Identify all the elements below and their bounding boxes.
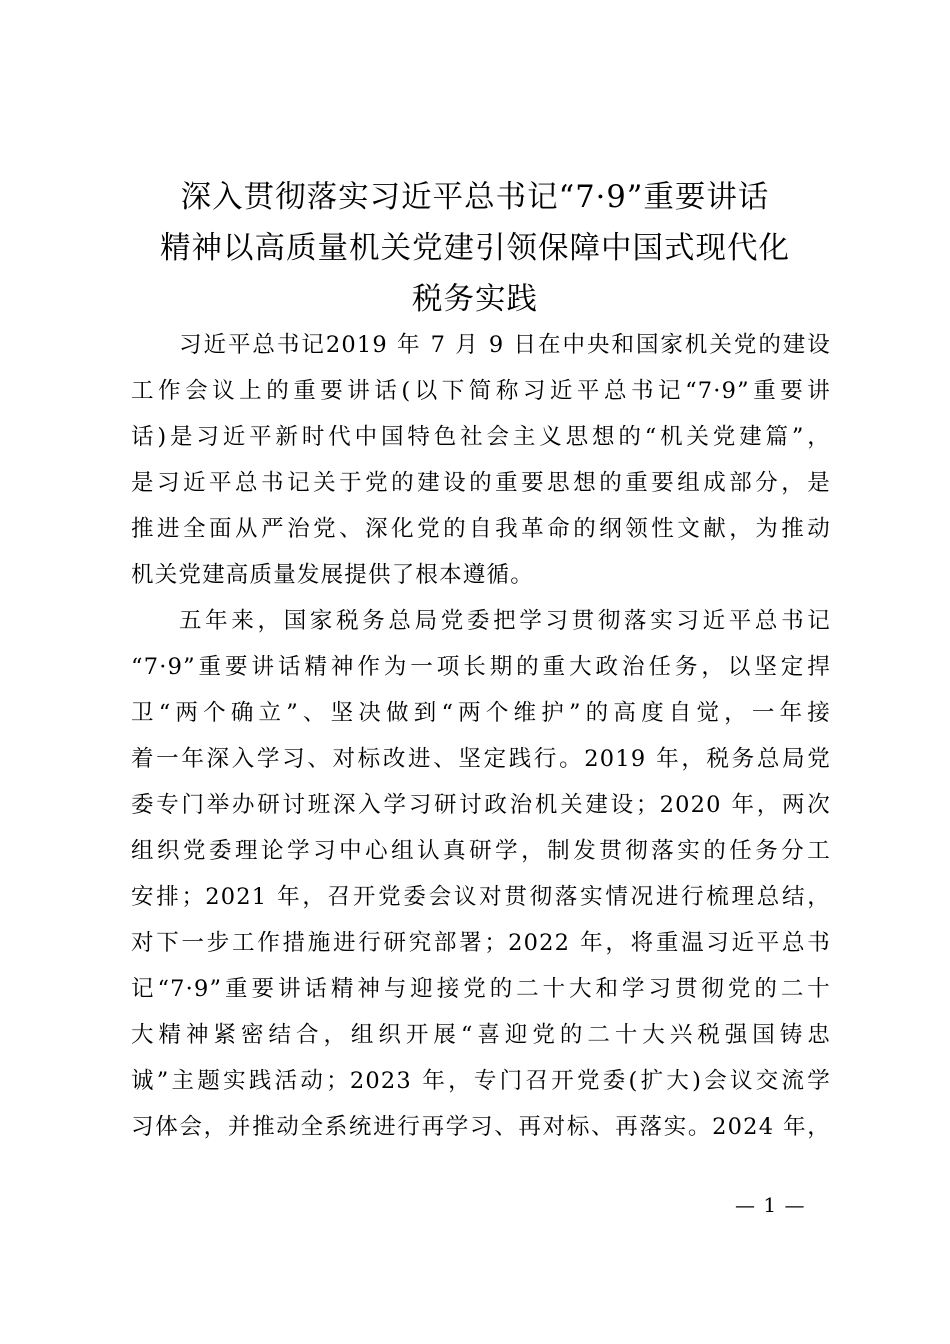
title-line-1: 深入贯彻落实习近平总书记“7·9”重要讲话	[180, 180, 770, 215]
document-body	[131, 322, 831, 1150]
paragraph-line: 工作会议上的重要讲话(以下简称习近平总书记“7·9”重要讲	[131, 378, 831, 404]
document-title	[120, 172, 830, 325]
paragraph-line: 安排；2021 年，召开党委会议对贯彻落实情况进行梳理总结，	[131, 884, 831, 910]
paragraph-line: 习体会，并推动全系统进行再学习、再对标、再落实。2024 年，	[131, 1114, 831, 1140]
paragraph-line: 记“7·9”重要讲话精神与迎接党的二十大和学习贯彻党的二十	[131, 976, 831, 1002]
paragraph-line: 是习近平总书记关于党的建设的重要思想的重要组成部分，是	[131, 470, 831, 496]
paragraph-line: 大精神紧密结合，组织开展“喜迎党的二十大兴税强国铸忠	[131, 1022, 831, 1048]
title-line-2: 精神以高质量机关党建引领保障中国式现代化	[160, 231, 790, 266]
paragraph-line: “7·9”重要讲话精神作为一项长期的重大政治任务，以坚定捍	[131, 654, 831, 680]
paragraph-line: 机关党建高质量发展提供了根本遵循。	[131, 562, 534, 588]
paragraph-1	[131, 322, 831, 598]
paragraph-line: 话)是习近平新时代中国特色社会主义思想的“机关党建篇”，	[131, 424, 831, 450]
title-line-3: 税务实践	[412, 282, 538, 317]
paragraph-line: 诚”主题实践活动；2023 年，专门召开党委(扩大)会议交流学	[131, 1068, 831, 1094]
paragraph-line: 五年来，国家税务总局党委把学习贯彻落实习近平总书记	[179, 608, 831, 634]
paragraph-line: 组织党委理论学习中心组认真研学，制发贯彻落实的任务分工	[131, 838, 831, 864]
paragraph-line: 习近平总书记2019 年 7 月 9 日在中央和国家机关党的建设	[179, 332, 831, 358]
paragraph-line: 委专门举办研讨班深入学习研讨政治机关建设；2020 年，两次	[131, 792, 831, 818]
paragraph-line: 卫“两个确立”、坚决做到“两个维护”的高度自觉，一年接	[131, 700, 831, 726]
paragraph-line: 推进全面从严治党、深化党的自我革命的纲领性文献，为推动	[131, 516, 831, 542]
paragraph-line: 着一年深入学习、对标改进、坚定践行。2019 年，税务总局党	[131, 746, 831, 772]
paragraph-line: 对下一步工作措施进行研究部署；2022 年，将重温习近平总书	[131, 930, 831, 956]
page-number: — 1 —	[735, 1193, 806, 1217]
paragraph-2	[131, 598, 831, 1150]
